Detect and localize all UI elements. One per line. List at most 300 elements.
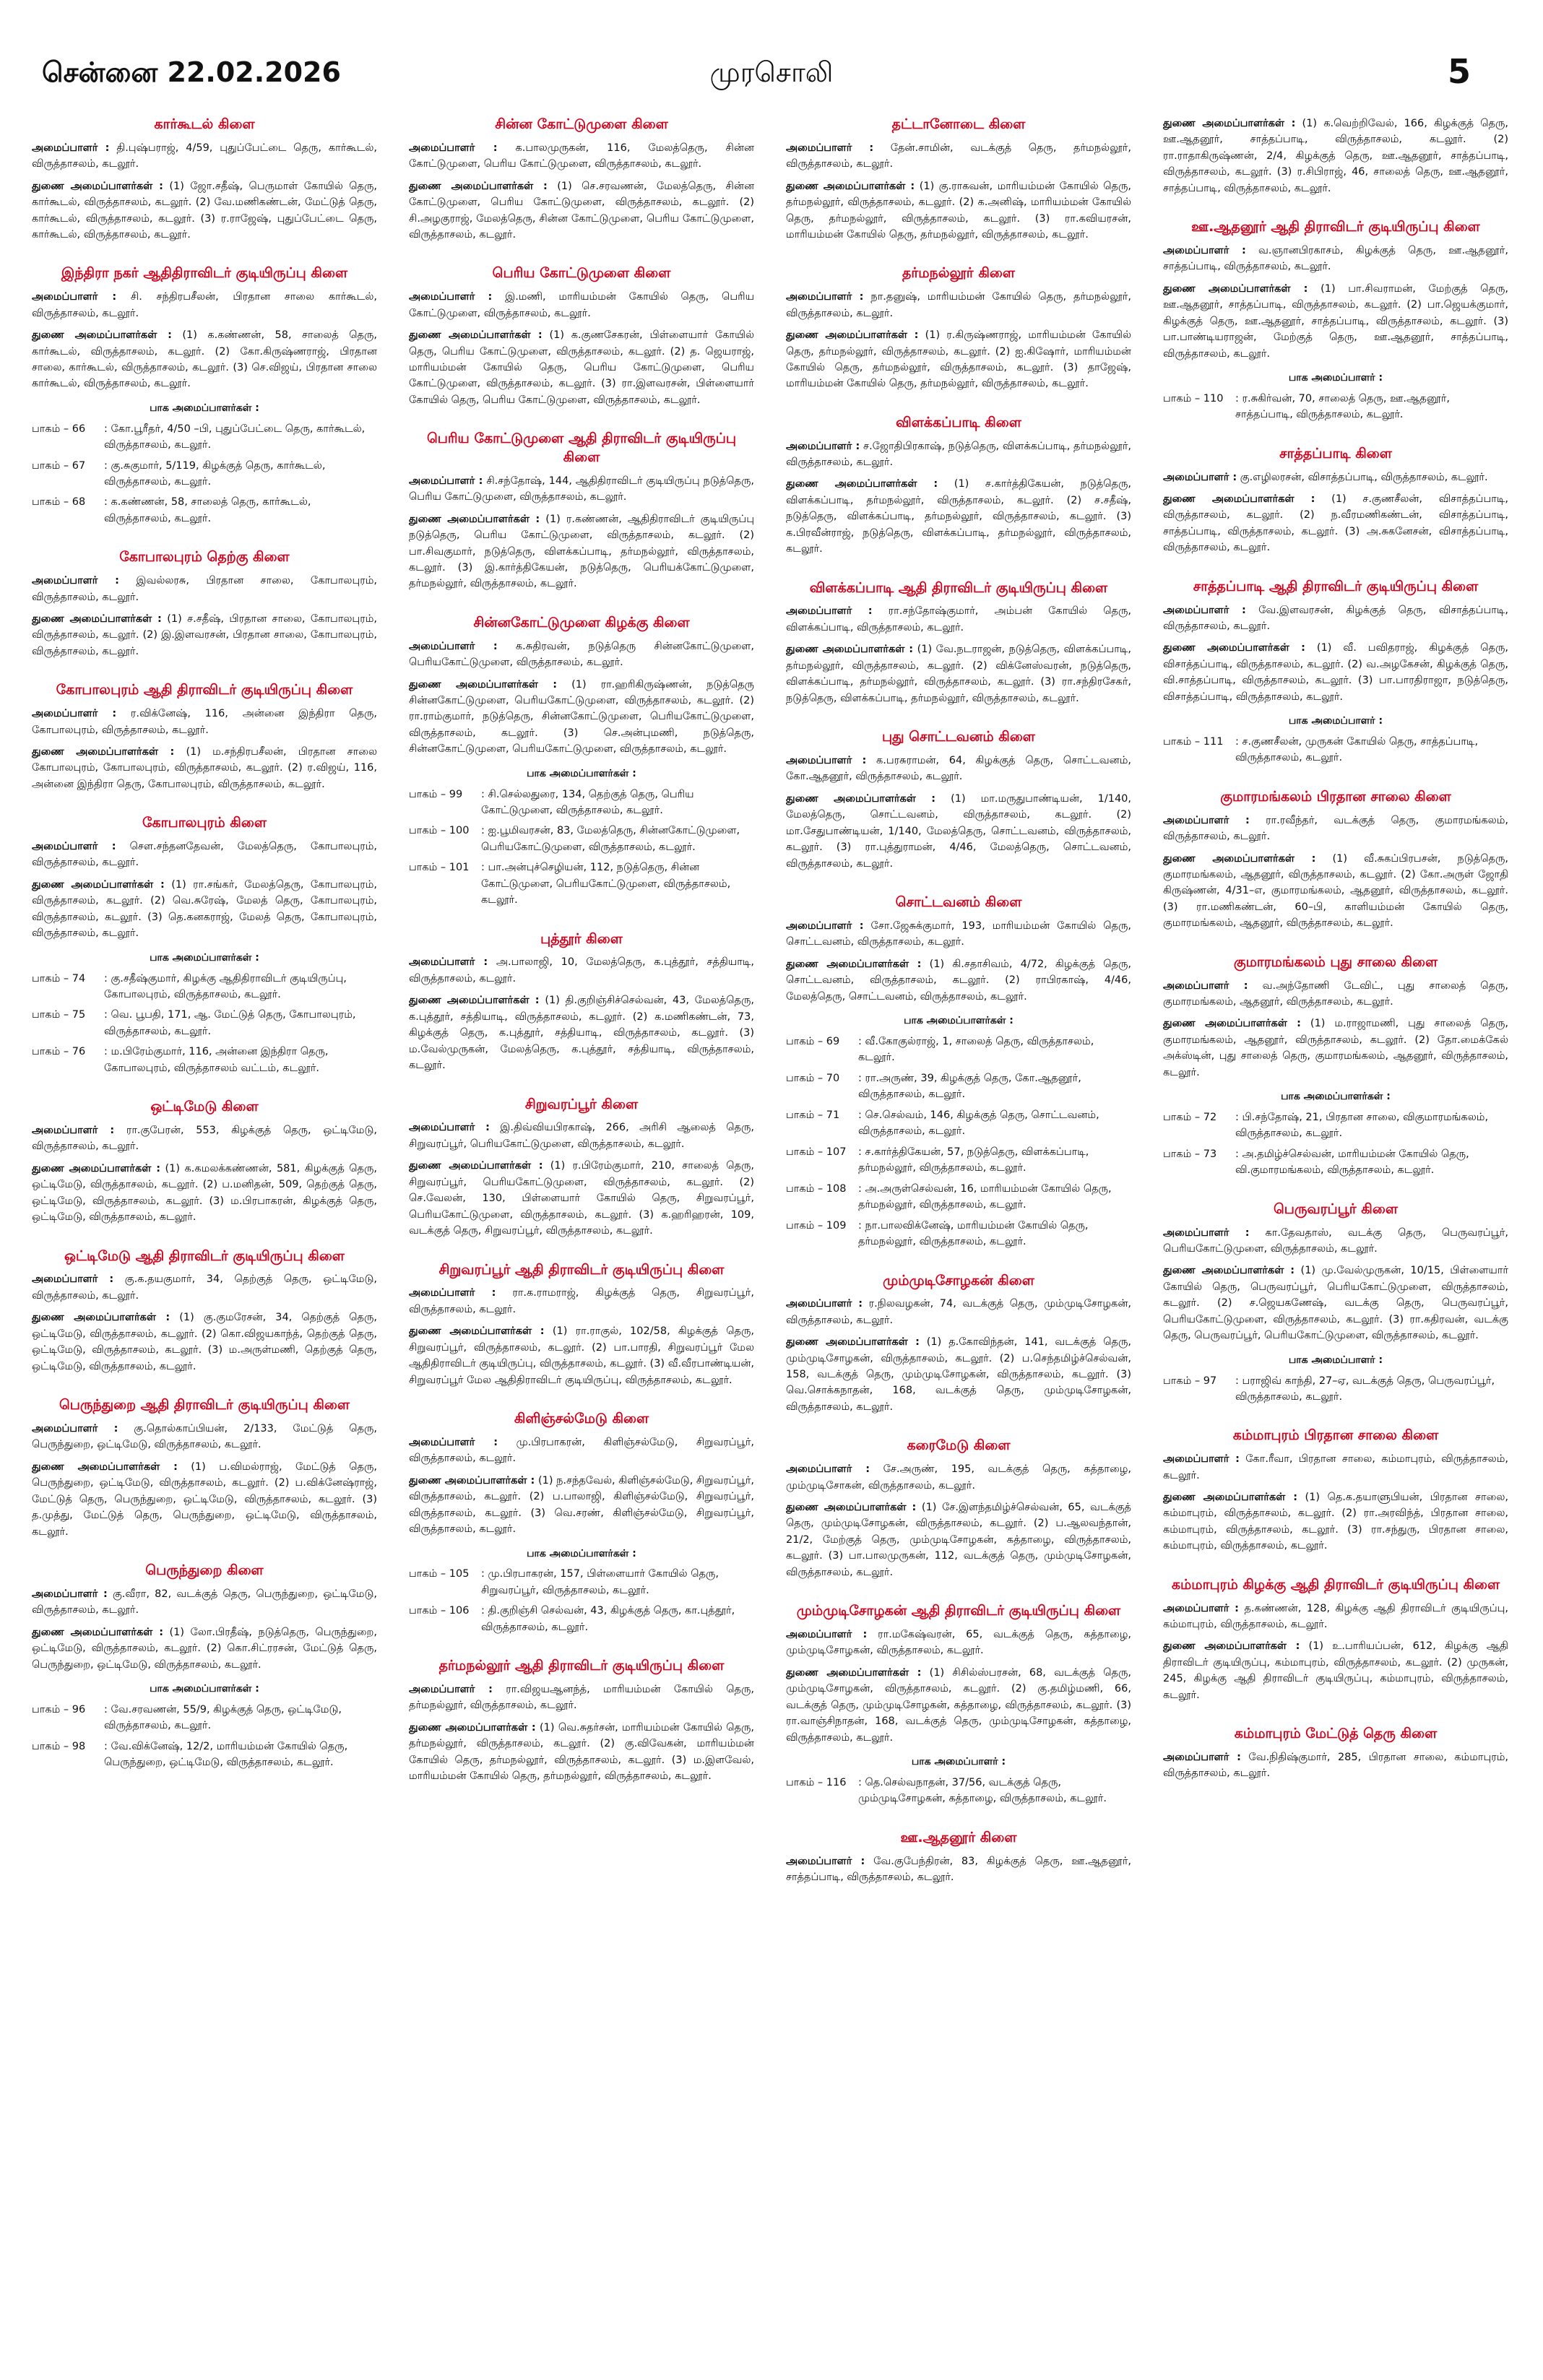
booth-organizers-heading: பாக அமைப்பாளர்கள் : — [150, 1683, 259, 1695]
booth-organizer: : ச.குணசீலன், முருகன் கோயில் தெரு, சாத்தப்பாடி, விருத்தாசலம், கடலூர். — [1235, 736, 1479, 764]
booth-row — [32, 494, 377, 527]
member-entry — [786, 956, 1131, 1005]
booth-row — [786, 1775, 1131, 1807]
member-details: (1) ரா.ராகுல், 102/58, கிழக்குத் தெரு, சிறுவரப்பூர், விருத்தாசலம், கடலூர். (2) பா.பாரதி, சிறுவரப்பூர் மேல ஆதிதிராவிடர் குடியிருப்பு, விருத்தாசலம், கடலூர். (3) வீ.வீரபாண்டியன், சிறுவரப்பூர் மேல ஆதிதிராவிடர் குடியிருப்பு, விருத்தாசலம், கடலூர். — [409, 1325, 754, 1386]
role-label: துணை அமைப்பாளர்கள் : — [32, 180, 163, 192]
member-entry — [32, 1459, 377, 1540]
newspaper-title: முரசொலி — [709, 56, 834, 88]
member-details: (1) க.வெற்றிவேல், 166, கிழக்குத் தெரு, ஊ.ஆதனூர், சாத்தப்பாடி, விருத்தாசலம், கடலூர். (2) ரா.ராதாகிருஷ்ணன், 2/4, கிழக்குத் தெரு, ஊ.ஆதனூர், சாத்தப்பாடி, விருத்தாசலம், கடலூர். (3) ர.சிபிராஜ், 46, சாலைத் தெரு, ஊ.ஆதனூர், சாத்தப்பாடி, விருத்தாசலம், கடலூர். — [1163, 118, 1508, 194]
member-entry — [1163, 1225, 1508, 1258]
member-details: (1) ரா.சங்கர், மேலத்தெரு, கோபாலபுரம், விருத்தாசலம், கடலூர். (2) வெ.சுரேஷ், மேலத் தெரு, கோபாலபுரம், விருத்தாசலம், கடலூர். (3) தெ.கனகராஜ், மேலத் தெரு, கோபாலபுரம், விருத்தாசலம், கடலூர். — [32, 878, 377, 940]
role-label: துணை அமைப்பாளர்கள் : — [409, 1325, 545, 1338]
booth-organizer: : கு.சுகுமார், 5/119, கிழக்குத் தெரு, கார்கூடல், விருத்தாசலம், கடலூர். — [104, 459, 326, 488]
branch-section — [786, 728, 1131, 872]
branch-section — [409, 116, 754, 243]
member-entry — [1163, 1489, 1508, 1554]
member-details: ரா.சந்தோஷ்குமார், அம்பன் கோயில் தெரு, விளக்கப்பாடி, விருத்தாசலம், கடலூர். — [786, 605, 1131, 633]
member-details: ரா.விஜயஆனந்த், மாரியம்மன் கோயில் தெரு, தர்மநல்லூர், விருத்தாசலம், கடலூர். — [409, 1683, 754, 1712]
role-label: துணை அமைப்பாளர்கள் : — [409, 1160, 543, 1172]
branch-section — [32, 1247, 377, 1375]
branch-title: தட்டானோடை கிளை — [891, 116, 1026, 132]
branch-title: கோபாலபுரம் தெற்கு கிளை — [119, 549, 290, 566]
branch-section — [786, 1272, 1131, 1416]
member-entry — [32, 706, 377, 738]
branch-title: கம்மாபுரம் கிழக்கு ஆதி திராவிடர் குடியிருப்பு கிளை — [1171, 1576, 1500, 1593]
member-entry — [409, 511, 754, 592]
booth-number: பாகம் – 74 — [32, 972, 86, 985]
member-entry — [1163, 281, 1508, 362]
branch-section — [1163, 1427, 1508, 1554]
member-details: இ.மணி, மாரியம்மன் கோயில் தெரு, பெரிய கோட்டுமுளை, விருத்தாசலம், கடலூர். — [409, 291, 754, 319]
branch-title: சிறுவரப்பூர் ஆதி திராவிடர் குடியிருப்பு கிளை — [438, 1261, 725, 1278]
booth-organizers-heading: பாக அமைப்பாளர் : — [1288, 1354, 1383, 1366]
role-label: அமைப்பாளர் : — [1163, 979, 1248, 992]
booth-organizer: : பா.அன்புச்செழியன், 112, நடுத்தெரு, சின்ன கோட்டுமுளை, பெரியகோட்டுமுளை, விருத்தாசலம், கடலூர். — [481, 862, 731, 906]
member-details: (1) ச.குணசீலன், விசாத்தப்பாடி, விருத்தாசலம், கடலூர். (2) ந.வீரமணிகண்டன், விசாத்தப்பாடி, சாத்தப்பாடி, விருத்தாசலம், கடலூர். (3) அ.சுகனேசன், விசாத்தப்பாடி, விருத்தாசலம், கடலூர். — [1163, 493, 1508, 554]
member-entry — [786, 1461, 1131, 1494]
member-entry — [409, 992, 754, 1073]
role-label: அமைப்பாளர் : — [32, 841, 116, 853]
branch-title: கம்மாபுரம் பிரதான சாலை கிளை — [1232, 1427, 1439, 1444]
member-entry — [1163, 116, 1508, 196]
booth-organizer: : நா.பாலவிக்னேஷ், மாரியம்மன் கோயில் தெரு, தர்மநல்லூர், விருத்தாசலம், கடலூர். — [858, 1219, 1089, 1248]
member-details: ச.ஜோதிபிரகாஷ், நடுத்தெரு, விளக்கப்பாடி, தர்மநல்லூர், விருத்தாசலம், கடலூர். — [786, 440, 1131, 469]
booth-organizers-heading: பாக அமைப்பாளர்கள் : — [150, 951, 259, 964]
booth-number: பாகம் – 68 — [32, 496, 86, 509]
role-label: அமைப்பாளர் : — [786, 440, 860, 452]
branch-section — [786, 579, 1131, 706]
booth-row — [1163, 734, 1508, 766]
role-label: அமைப்பாளர் : — [1163, 604, 1246, 616]
booth-number: பாகம் – 98 — [32, 1740, 86, 1752]
role-label: துணை அமைப்பாளர்கள் : — [409, 180, 548, 192]
booth-number: பாகம் – 116 — [786, 1776, 847, 1788]
member-details: (1) செ.சரவணன், மேலத்தெரு, சின்ன கோட்டுமுளை, பெரிய கோட்டுமுளை, விருத்தாசலம், கடலூர். (2) சி.அழகுராஜ், மேலத்தெரு, சின்ன கோட்டுமுளை, பெரிய கோட்டுமுளை, விருத்தாசலம், கடலூர். — [409, 180, 754, 241]
booth-organizer: : கு.சதீஷ்குமார், கிழக்கு ஆதிதிராவிடர் குடியிருப்பு, கோபாலபுரம், விருத்தாசலம், கடலூர். — [104, 972, 347, 1000]
edition-date: சென்னை 22.02.2026 — [42, 56, 341, 88]
member-entry — [409, 1120, 754, 1152]
booth-row — [1163, 1109, 1508, 1142]
member-details: வே.இளவரசன், கிழக்குத் தெரு, விசாத்தப்பாடி, விருத்தாசலம், கடலூர். — [1163, 604, 1508, 632]
branch-section — [1163, 578, 1508, 766]
role-label: துணை அமைப்பாளர்கள் : — [409, 995, 540, 1007]
role-label: அமைப்பாளர் : — [786, 1855, 865, 1867]
booth-organizers-heading: பாக அமைப்பாளர்கள் : — [1281, 1091, 1391, 1103]
booth-number: பாகம் – 106 — [409, 1605, 470, 1617]
member-details: கு.எழிலரசன், விசாத்தப்பாடி, விருத்தாசலம், கடலூர். — [1240, 471, 1488, 483]
member-entry — [409, 327, 754, 408]
member-details: (1) கு.குமரேசன், 34, தெற்குத் தெரு, ஒட்டிமேடு, விருத்தாசலம், கடலூர். (2) கொ.விஜயகாந்த், தெற்குத் தெரு, ஒட்டிமேடு, விருத்தாசலம், கடலூர். (3) ம.அருள்மணி, தெற்குத் தெரு, ஒட்டிமேடு, விருத்தாசலம், கடலூர். — [32, 1312, 377, 1372]
member-entry — [786, 1627, 1131, 1659]
branch-title: குமாரமங்கலம் புது சாலை கிளை — [1233, 953, 1438, 970]
member-entry — [32, 611, 377, 659]
member-details: (1) ர.கண்ணன், ஆதிதிராவிடர் குடியிருப்பு நடுத்தெரு, பெரிய கோட்டுமுளை, விருத்தாசலம், கடலூர். (2) பா.சிவகுமார், நடுத்தெரு, விளக்கப்பாடி, தர்மநல்லூர், விருத்தாசலம், கடலூர். (3) இ.கார்த்திகேயன், நடுத்தெரு, பெரியக்கோட்டுமுளை, தர்மநல்லூர், விருத்தாசலம், கடலூர். — [409, 513, 754, 590]
booth-number: பாகம் – 108 — [786, 1182, 847, 1195]
member-details: (1) மா.மருதுபாண்டியன், 1/140, மேலத்தெரு, சொட்டவனம், விருத்தாசலம், கடலூர். (2) மா.சேதுபாண்டியன், 1/140, மேலத்தெரு, சொட்டவனம், விருத்தாசலம், கடலூர். (3) ரா.புத்துராமன், 4/46, மேலத்தெரு, சொட்டவனம், விருத்தாசலம், கடலூர். — [786, 792, 1131, 870]
member-details: வ.அந்தோணி டேவிட், புது சாலைத் தெரு, குமாரமங்கலம், ஆதனூர், விருத்தாசலம், கடலூர். — [1163, 979, 1508, 1008]
booth-organizer: : பராஜிவ் காந்தி, 27–ஏ, வடக்குத் தெரு, பெருவரப்பூர், விருத்தாசலம், கடலூர். — [1235, 1375, 1495, 1403]
member-entry — [786, 918, 1131, 951]
branch-title: இந்திரா நகர் ஆதிதிராவிடர் குடியிருப்பு கிளை — [61, 265, 348, 282]
member-entry — [409, 639, 754, 671]
booth-organizers-heading: பாக அமைப்பாளர்கள் : — [150, 402, 259, 414]
booth-number: பாகம் – 70 — [786, 1072, 840, 1084]
member-details: (1) ர.கிருஷ்ணராஜ், மாரியம்மன் கோயில் தெரு, தர்மநல்லூர், விருத்தாசலம், கடலூர். (2) ஐ.கிஷோர், மாரியம்மன் கோயில் தெரு, தர்மநல்லூர், விருத்தாசலம், கடலூர். (3) தாஜேஷ், மாரியம்மன் கோயில் தெரு, தர்மநல்லூர், விருத்தாசலம், கடலூர். — [786, 329, 1131, 390]
member-details: தி.புஷ்பராஜ், 4/59, புதுப்பேட்டை தெரு, கார்கூடல், விருத்தாசலம், கடலூர். — [32, 142, 377, 170]
member-entry — [1163, 851, 1508, 932]
member-entry — [1163, 978, 1508, 1011]
branch-section — [409, 614, 754, 909]
role-label: அமைப்பாளர் : — [1163, 1602, 1239, 1614]
role-label: அமைப்பாளர் : — [786, 291, 864, 303]
column-1 — [32, 116, 377, 2369]
member-details: மு.பிரபாகரன், கிளிஞ்சல்மேடு, சிறுவரப்பூர், விருத்தாசலம், கடலூர். — [409, 1436, 754, 1465]
branch-section — [32, 264, 377, 527]
branch-title: தர்மநல்லூர் கிளை — [902, 265, 1016, 282]
booth-row — [786, 1144, 1131, 1177]
role-label: அமைப்பாளர் : — [409, 640, 498, 652]
branch-section — [409, 430, 754, 592]
booth-organizers-heading: பாக அமைப்பாளர் : — [1288, 372, 1383, 384]
branch-section — [32, 681, 377, 792]
booth-row — [786, 1218, 1131, 1250]
member-details: (1) வீ. பவிதராஜ், கிழக்குத் தெரு, விசாத்தப்பாடி, விருத்தாசலம், கடலூர். (2) வ.அழகேசன், கிழக்குத் தெரு, வி.சாத்தப்பாடி, விருத்தாசலம், கடலூர். (3) பா.பாரதிராஜா, நடுத்தெரு, விசாத்தப்பாடி, விருத்தாசலம், கடலூர். — [1163, 642, 1508, 703]
branch-section — [32, 814, 377, 1076]
member-entry — [409, 1720, 754, 1785]
booth-number: பாகம் – 105 — [409, 1568, 470, 1580]
branch-title: சின்ன கோட்டுமுளை கிளை — [495, 116, 668, 132]
branch-section — [32, 1098, 377, 1225]
member-entry — [1163, 640, 1508, 705]
member-details: கோ.ரீவா, பிரதான சாலை, கம்மாபுரம், விருத்தாசலம், கடலூர். — [1163, 1453, 1508, 1481]
member-entry — [32, 744, 377, 792]
booth-row — [409, 823, 754, 855]
branch-title: பெருந்துறை கிளை — [145, 1562, 264, 1579]
role-label: அமைப்பாளர் : — [786, 1298, 863, 1310]
member-details: வே.நிதிஷ்குமார், 285, பிரதான சாலை, கம்மாபுரம், விருத்தாசலம், கடலூர். — [1163, 1751, 1508, 1780]
booth-row — [409, 860, 754, 908]
masthead — [0, 0, 1543, 108]
booth-row — [786, 1181, 1131, 1213]
role-label: துணை அமைப்பாளர்கள் : — [32, 329, 172, 342]
booth-organizer: : ம.பிரேம்குமார், 116, அன்னை இந்திரா தெரு, கோபாலபுரம், விருத்தாசலம் வட்டம், கடலூர். — [104, 1046, 329, 1074]
member-details: ர.விக்னேஷ், 116, அன்னை இந்திரா தெரு, கோபாலபுரம், விருத்தாசலம், கடலூர். — [32, 708, 377, 736]
member-details: (1) ஜோ.சதீஷ், பெருமாள் கோயில் தெரு, கார்கூடல், விருத்தாசலம், கடலூர். (2) வே.மணிகண்டன், மேட்டுத் தெரு, கார்கூடல், விருத்தாசலம், கடலூர். (3) ர.ராஜேஷ், புதுப்பேட்டை தெரு, கார்கூடல், விருத்தாசலம், கடலூர். — [32, 180, 377, 241]
member-entry — [409, 140, 754, 173]
member-details: (1) ம.சந்திரபசீலன், பிரதான சாலை கோபாலபுரம், கோபாலபுரம், விருத்தாசலம், கடலூர். (2) ர.விஜய், 116, அன்னை இந்திரா தெரு, கோபாலபுரம், விருத்தாசலம், கடலூர். — [32, 745, 377, 790]
member-details: ரா.குபேரன், 553, கிழக்குத் தெரு, ஒட்டிமேடு, விருத்தாசலம், கடலூர். — [32, 1124, 377, 1153]
booth-row — [32, 1702, 377, 1734]
member-entry — [1163, 1601, 1508, 1633]
booth-organizer: : அ.தமிழ்ச்செல்வன், மாரியம்மன் கோயில் தெரு, வி.குமாரமங்கலம், விருத்தாசலம், கடலூர். — [1235, 1148, 1469, 1177]
role-label: துணை அமைப்பாளர்கள் : — [409, 1721, 536, 1734]
booth-row — [1163, 391, 1508, 423]
member-entry — [1163, 1638, 1508, 1703]
role-label: அமைப்பாளர் : — [32, 708, 117, 720]
booth-number: பாகம் – 73 — [1163, 1148, 1217, 1160]
role-label: அமைப்பாளர் : — [32, 1124, 115, 1136]
member-details: (1) கு.ராகவன், மாரியம்மன் கோயில் தெரு, தர்மநல்லூர், விருத்தாசலம், கடலூர். (2) க.அனிஷ், மாரியம்மன் கோயில் தெரு, தர்மநல்லூர், விருத்தாசலம், கடலூர். (3) ரா.கவியரசன், மாரியம்மன் கோயில் தெரு, தர்மநல்லூர், விருத்தாசலம், கடலூர். — [786, 180, 1131, 241]
member-entry — [786, 289, 1131, 321]
member-details: ரா.க.ராமராஜ், கிழக்குத் தெரு, சிறுவரப்பூர், விருத்தாசலம், கடலூர். — [409, 1287, 754, 1315]
member-entry — [1163, 602, 1508, 635]
member-details: ரா.ரவீந்தர், வடக்குத் தெரு, குமாரமங்கலம், விருத்தாசலம், கடலூர். — [1163, 814, 1508, 843]
booth-number: பாகம் – 71 — [786, 1109, 840, 1121]
role-label: துணை அமைப்பாளர்கள் : — [32, 1162, 161, 1174]
member-entry — [409, 1285, 754, 1317]
branch-title: சாத்தப்பாடி கிளை — [1279, 445, 1392, 462]
role-label: அமைப்பாளர் : — [786, 1628, 868, 1640]
booth-organizer: : ச.கார்த்திகேயன், 57, நடுத்தெரு, விளக்கப்பாடி, தர்மநல்லூர், விருத்தாசலம், கடலூர். — [858, 1146, 1089, 1174]
role-label: துணை அமைப்பாளர்கள் : — [409, 513, 540, 525]
member-details: கு.க.தயகுமார், 34, தெற்குத் தெரு, ஒட்டிமேடு, விருத்தாசலம், கடலூர். — [32, 1273, 377, 1302]
member-entry — [409, 1682, 754, 1714]
booth-organizer: : செ.செல்வம், 146, கிழக்குத் தெரு, சொட்டவனம், விருத்தாசலம், கடலூர். — [858, 1109, 1099, 1138]
branch-section — [32, 1562, 377, 1771]
role-label: துணை அமைப்பாளர்கள் : — [32, 1312, 170, 1324]
branch-section — [409, 1096, 754, 1239]
column-4 — [1163, 116, 1508, 2369]
booth-organizer: : தெ.செல்வநாதன், 37/56, வடக்குத் தெரு, மும்முடிசோழகன், கத்தாழை, விருத்தாசலம், கடலூர். — [858, 1776, 1107, 1805]
role-label: அமைப்பாளர் : — [1163, 471, 1237, 483]
booth-row — [32, 1739, 377, 1771]
booth-organizer: : ரா.அருண், 39, கிழக்குத் தெரு, கோ.ஆதனூர், விருத்தாசலம், கடலூர். — [858, 1072, 1081, 1101]
role-label: துணை அமைப்பாளர்கள் : — [1163, 493, 1315, 505]
booth-row — [32, 458, 377, 490]
member-entry — [786, 641, 1131, 706]
member-details: (1) த.கோவிந்தன், 141, வடக்குத் தெரு, மும்முடிசோழகன், விருத்தாசலம், கடலூர். (2) ப.செந்தமிழ்ச்செல்வன், 158, வடக்குத் தெரு, மும்முடிசோழகன், விருத்தாசலம், கடலூர். (3) வெ.சொக்கநாதன், 168, வடக்குத் தெரு, மும்முடிசோழகன், விருத்தாசலம், கடலூர். — [786, 1336, 1131, 1413]
branch-title: பெருவரப்பூர் கிளை — [1274, 1200, 1398, 1217]
branch-title: கம்மாபுரம் மேட்டுத் தெரு கிளை — [1234, 1726, 1438, 1742]
branch-title: ஒட்டிமேடு கிளை — [150, 1099, 259, 1115]
member-details: (1) வீ.சுகப்பிரபசன், நடுத்தெரு, குமாரமங்கலம், ஆதனூர், விருத்தாசலம், கடலூர். (2) கோ.அருள் ஜோதி கிருஷ்ணன், 4/31–எ, குமாரமங்கலம், ஆதனூர், விருத்தாசலம், கடலூர். (3) ரா.மணிகண்டன், 60–பி, காளியம்மன் கோயில் தெரு, குமாரமங்கலம், ஆதனூர், விருத்தாசலம், கடலூர். — [1163, 852, 1508, 930]
role-label: அமைப்பாளர் : — [786, 1463, 870, 1476]
member-details: (1) சிசில்ஸ்பரசன், 68, வடக்குத் தெரு, மும்முடிசோழகன், விருத்தாசலம், கடலூர். (2) கு.தமிழ்மணி, 66, வடக்குத் தெரு, மும்முடிசோழகன், கத்தாழை, விருத்தாசலம், கடலூர். (3) ரா.வாஞ்சிநாதன், 168, வடக்குத் தெரு, மும்முடிசோழகன், கத்தாழை, விருத்தாசலம், கடலூர். — [786, 1666, 1131, 1744]
member-details: க.பாலமுருகன், 116, மேலத்தெரு, சின்ன கோட்டுமுளை, பெரிய கோட்டுமுளை, விருத்தாசலம், கடலூர். — [409, 142, 754, 170]
member-details: (1) க.குணசேகரன், பிள்ளையார் கோயில் தெரு, பெரிய கோட்டுமுளை, விருத்தாசலம், கடலூர். (2) த. ஜெயராஜ், மாரியம்மன் கோயில் தெரு, பெரிய கோட்டுமுளை, பெரிய கோட்டுமுளை, விருத்தாசலம், கடலூர். (3) ரா.இளவரசன், பிள்ளையார் கோயில் தெரு, பெரிய கோட்டுமுளை, விருத்தாசலம், கடலூர். — [409, 329, 754, 406]
role-label: துணை அமைப்பாளர்கள் : — [32, 1461, 178, 1473]
booth-number: பாகம் – 100 — [409, 825, 470, 837]
role-label: துணை அமைப்பாளர்கள் : — [786, 1336, 920, 1349]
booth-organizer: : வெ. பூபதி, 171, ஆ. மேட்டுத் தெரு, கோபாலபுரம், விருத்தாசலம், கடலூர். — [104, 1009, 356, 1037]
role-label: துணை அமைப்பாளர்கள் : — [1163, 1265, 1295, 1277]
booth-organizer: : ஐ.பூமிவரசன், 83, மேலத்தெரு, சின்னகோட்டுமுளை, பெரியகோட்டுமுளை, விருத்தாசலம், கடலூர். — [481, 825, 740, 853]
branch-section — [1163, 116, 1508, 196]
column-2 — [409, 116, 754, 2369]
booth-organizers-heading: பாக அமைப்பாளர் : — [911, 1756, 1006, 1768]
member-entry — [1163, 1451, 1508, 1484]
branch-title: சாத்தப்பாடி ஆதி திராவிடர் குடியிருப்பு கிளை — [1193, 578, 1479, 594]
role-label: துணை அமைப்பாளர்கள் : — [32, 878, 165, 891]
branch-section — [786, 414, 1131, 558]
role-label: துணை அமைப்பாளர்கள் : — [786, 644, 914, 656]
role-label: துணை அமைப்பாளர்கள் : — [786, 792, 936, 805]
booth-organizer: : அ.அருள்செல்வன், 16, மாரியம்மன் கோயில் தெரு, தர்மநல்லூர், விருத்தாசலம், கடலூர். — [858, 1182, 1112, 1211]
member-details: க.பரசுராமன், 64, கிழக்குத் தெரு, சொட்டவனம், கோ.ஆதனூர், விருத்தாசலம், கடலூர். — [786, 754, 1131, 783]
booth-organizer: : மு.பிரபாகரன், 157, பிள்ளையார் கோயில் தெரு, சிறுவரப்பூர், விருத்தாசலம், கடலூர். — [481, 1568, 719, 1596]
branch-title: புத்தூர் கிளை — [540, 930, 623, 947]
booth-number: பாகம் – 76 — [32, 1046, 86, 1058]
branch-section — [409, 930, 754, 1074]
member-details: (1) ரா.ஹரிகிருஷ்ணன், நடுத்தெரு சின்னகோட்டுமுளை, பெரியகோட்டுமுளை, விருத்தாசலம், கடலூர். (2) ரா.ராம்குமார், நடுத்தெரு, சின்னகோட்டுமுளை, பெரியகோட்டுமுளை, விருத்தாசலம், கடலூர். (3) செ.அன்புமணி, நடுத்தெரு, சின்னகோட்டுமுளை, பெரியகோட்டுமுளை, விருத்தாசலம், கடலூர். — [409, 678, 754, 756]
column-3 — [786, 116, 1131, 2369]
role-label: அமைப்பாளர் : — [32, 291, 117, 303]
role-label: துணை அமைப்பாளர்கள் : — [786, 958, 922, 970]
role-label: அமைப்பாளர் : — [1163, 1751, 1241, 1763]
booth-organizers-heading: பாக அமைப்பாளர்கள் : — [527, 767, 636, 779]
branch-title: மும்முடிசோழகன் கிளை — [883, 1272, 1034, 1289]
branch-title: விளக்கப்பாடி ஆதி திராவிடர் குடியிருப்பு கிளை — [809, 579, 1108, 596]
branch-section — [1163, 1200, 1508, 1406]
booth-organizer: : வீ.கோகுல்ராஜ், 1, சாலைத் தெரு, விருத்தாசலம், கடலூர். — [858, 1035, 1094, 1064]
branch-section — [786, 1437, 1131, 1580]
booth-number: பாகம் – 72 — [1163, 1112, 1217, 1124]
booth-organizer: : சி.செல்லதுரை, 134, தெற்குத் தெரு, பெரிய கோட்டுமுளை, விருத்தாசலம், கடலூர். — [481, 788, 694, 817]
role-label: துணை அமைப்பாளர்கள் : — [1163, 1640, 1300, 1653]
role-label: துணை அமைப்பாளர்கள் : — [786, 180, 915, 192]
branch-title: பெரிய கோட்டுமுளை கிளை — [492, 265, 671, 282]
member-details: (1) ர.பிரேம்குமார், 210, சாலைத் தெரு, சிறுவரப்பூர், பெரியகோட்டுமுளை, விருத்தாசலம், கடலூர். (2) செ.வேலன், 130, பிள்ளையார் கோயில் தெரு, சிறுவரப்பூர், பெரியகோட்டுமுளை, விருத்தாசலம், கடலூர். (3) க.ஹரிஹரன், 109, வடக்குத் தெரு, சிறுவரப்பூர், விருத்தாசலம், கடலூர். — [409, 1160, 754, 1237]
member-details: ரா.மகேஷ்வரன், 65, வடக்குத் தெரு, கத்தாழை, மும்முடிசோழகன், விருத்தாசலம், கடலூர். — [786, 1628, 1131, 1657]
member-details: (1) பா.சிவராமன், மேற்குத் தெரு, ஊ.ஆதனூர், சாத்தப்பாடி, விருத்தாசலம், கடலூர். (2) பா.ஜெயக்குமார், கிழக்குத் தெரு, ஊ.ஆதனூர், சாத்தப்பாடி, விருத்தாசலம், கடலூர். (3) பா.பாண்டியராஜன், மேற்குத் தெரு, ஊ.ஆதனூர், சாத்தப்பாடி, விருத்தாசலம், கடலூர். — [1163, 282, 1508, 360]
role-label: அமைப்பாளர் : — [409, 1287, 496, 1299]
booth-row — [32, 1044, 377, 1076]
booth-number: பாகம் – 75 — [32, 1009, 86, 1021]
branch-title: குமாரமங்கலம் பிரதான சாலை கிளை — [1220, 788, 1451, 805]
branch-title: சொட்டவனம் கிளை — [895, 894, 1022, 911]
member-entry — [786, 1500, 1131, 1580]
booth-number: பாகம் – 97 — [1163, 1375, 1217, 1387]
member-entry — [1163, 1749, 1508, 1782]
booth-organizer: : ர.சுகிர்வன், 70, சாலைத் தெரு, ஊ.ஆதனூர், சாத்தப்பாடி, விருத்தாசலம், கடலூர். — [1235, 392, 1450, 421]
member-entry — [409, 1435, 754, 1467]
booth-row — [32, 421, 377, 454]
member-entry — [32, 1586, 377, 1619]
branch-title: விளக்கப்பாடி கிளை — [896, 414, 1021, 430]
member-entry — [786, 791, 1131, 872]
role-label: அமைப்பாளர் : — [1163, 1453, 1240, 1466]
role-label: அமைப்பாளர் : — [1163, 1226, 1250, 1239]
branch-section — [32, 116, 377, 243]
member-entry — [32, 327, 377, 392]
member-details: வே.குபேந்திரன், 83, கிழக்குத் தெரு, ஊ.ஆதனூர், சாத்தப்பாடி, விருத்தாசலம், கடலூர். — [786, 1855, 1131, 1883]
member-details: (1) தி.குறிஞ்சிச்செல்வன், 43, மேலத்தெரு, க.புத்தூர், சத்தியாடி, விருத்தாசலம், கடலூர். (2) க.மணிகண்டன், 73, கிழக்குத் தெரு, க.புத்தூர், சத்தியாடி, விருத்தாசலம், கடலூர். (3) ம.வேல்முருகன், மேலத்தெரு, க.புத்தூர், சத்தியாடி, விருத்தாசலம், கடலூர். — [409, 995, 754, 1072]
member-details: வ.ஞானபிரகாசம், கிழக்குத் தெரு, ஊ.ஆதனூர், சாத்தப்பாடி, விருத்தாசலம், கடலூர். — [1163, 244, 1508, 273]
role-label: அமைப்பாளர் : — [32, 1422, 118, 1435]
member-details: (1) சே.இளந்தமிழ்ச்செல்வன், 65, வடக்குத் தெரு, மும்முடிசோழகன், விருத்தாசலம், கடலூர். (2) ப.ஆலவந்தான், 21/2, மேற்குத் தெரு, மும்முடிசோழகன், கத்தாழை, விருத்தாசலம், கடலூர். (3) பா.பாலமுருகன், 112, வடக்குத் தெரு, மும்முடிசோழகன், விருத்தாசலம், கடலூர். — [786, 1502, 1131, 1578]
member-entry — [32, 140, 377, 173]
member-entry — [32, 289, 377, 321]
role-label: துணை அமைப்பாளர்கள் : — [32, 745, 175, 758]
member-entry — [409, 677, 754, 758]
member-entry — [409, 1158, 754, 1239]
member-details: (1) ச.கார்த்திகேயன், நடுத்தெரு, விளக்கப்பாடி, தர்மநல்லூர், விருத்தாசலம், கடலூர். (2) ச.சதீஷ், நடுத்தெரு, விளக்கப்பாடி, தர்மநல்லூர், விருத்தாசலம், கடலூர். (3) க.பிரவீன்ராஜ், நடுத்தெரு, விளக்கப்பாடி, தர்மநல்லூர், விருத்தாசலம், கடலூர். — [786, 478, 1131, 555]
member-details: அ.பாலாஜி, 10, மேலத்தெரு, க.புத்தூர், சத்தியாடி, விருத்தாசலம், கடலூர். — [409, 956, 754, 985]
member-entry — [32, 1624, 377, 1673]
member-entry — [32, 1421, 377, 1453]
branch-section — [1163, 788, 1508, 932]
role-label: துணை அமைப்பாளர்கள் : — [32, 613, 162, 625]
booth-row — [32, 971, 377, 1003]
role-label: அமைப்பாளர் : — [409, 956, 488, 969]
member-entry — [32, 1122, 377, 1155]
role-label: துணை அமைப்பாளர்கள் : — [409, 329, 543, 342]
role-label: அமைப்பாளர் : — [786, 754, 867, 766]
member-details: தேன்.சாமின், வடக்குத் தெரு, தர்மநல்லூர், விருத்தாசலம், கடலூர். — [786, 142, 1131, 170]
role-label: துணை அமைப்பாளர்கள் : — [1163, 852, 1316, 865]
branch-section — [1163, 218, 1508, 423]
role-label: துணை அமைப்பாளர்கள் : — [409, 678, 558, 691]
member-entry — [786, 438, 1131, 471]
member-details: (1) க.கமலக்கண்ணன், 581, கிழக்குத் தெரு, ஒட்டிமேடு, விருத்தாசலம், கடலூர். (2) ப.மனிதன், 509, தெற்குத் தெரு, ஒட்டிமேடு, விருத்தாசலம், கடலூர். (3) ம.பிரபாகரன், கிழக்குத் தெரு, ஒட்டிமேடு, விருத்தாசலம், கடலூர். — [32, 1162, 377, 1224]
branch-title: பெரிய கோட்டுமுளை ஆதி திராவிடர் குடியிருப்பு கிளை — [426, 430, 737, 466]
member-entry — [409, 954, 754, 987]
branch-section — [786, 1602, 1131, 1807]
booth-number: பாகம் – 110 — [1163, 392, 1224, 404]
member-details: (1) க.கண்ணன், 58, சாலைத் தெரு, கார்கூடல், விருத்தாசலம், கடலூர். (2) கோ.கிருஷ்ணராஜ், பிரதான சாலை, கார்கூடல், விருத்தாசலம், கடலூர். (3) செ.விஜய், பிரதான சாலை கார்கூடல், விருத்தாசலம், கடலூர். — [32, 329, 377, 390]
member-entry — [409, 289, 754, 321]
member-details: (1) ம.ராஜாமணி, புது சாலைத் தெரு, குமாரமங்கலம், ஆதனூர், விருத்தாசலம், கடலூர். (2) தோ.மைக்கேல் அக்ஸ்டின், புது சாலைத் தெரு, குமாரமங்கலம், ஆதனூர், விருத்தாசலம், கடலூர். — [1163, 1018, 1508, 1078]
role-label: துணை அமைப்பாளர்கள் : — [786, 329, 919, 342]
booth-row — [1163, 1373, 1508, 1406]
member-details: இவல்லரசு, பிரதான சாலை, கோபாலபுரம், விருத்தாசலம், கடலூர். — [32, 575, 377, 603]
member-entry — [786, 1853, 1131, 1886]
member-details: த.கண்ணன், 128, கிழக்கு ஆதி திராவிடர் குடியிருப்பு, கம்மாபுரம், விருத்தாசலம், கடலூர். — [1163, 1602, 1508, 1630]
member-entry — [32, 1161, 377, 1226]
branch-title: ஊ.ஆதனூர் கிளை — [900, 1829, 1017, 1845]
member-details: (1) வே.நடராஜன், நடுத்தெரு, விளக்கப்பாடி, தர்மநல்லூர், விருத்தாசலம், கடலூர். (2) விக்னேஸ்வரன், நடுத்தெரு, விளக்கப்பாடி, தர்மநல்லூர், விருத்தாசலம், கடலூர். (3) ரா.சந்திரசேகர், நடுத்தெரு, விளக்கப்பாடி, தர்மநல்லூர், விருத்தாசலம், கடலூர். — [786, 644, 1131, 704]
booth-row — [786, 1107, 1131, 1140]
booth-organizer: : க.கண்ணன், 58, சாலைத் தெரு, கார்கூடல், விருத்தாசலம், கடலூர். — [104, 496, 311, 524]
branch-title: கோபாலபுரம் ஆதி திராவிடர் குடியிருப்பு கிளை — [56, 682, 353, 698]
member-details: (1) தெ.க.தயாளுபியன், பிரதான சாலை, கம்மாபுரம், விருத்தாசலம், கடலூர். (2) ரா.அரவிந்த், பிரதான சாலை, கம்மாபுரம், விருத்தாசலம், கடலூர். (3) ரா.சந்துரு, பிரதான சாலை, கம்மாபுரம், விருத்தாசலம், கடலூர். — [1163, 1492, 1508, 1552]
role-label: அமைப்பாளர் : — [32, 1588, 108, 1600]
booth-number: பாகம் – 101 — [409, 862, 470, 874]
member-details: கு.தொல்காப்பியன், 2/133, மேட்டுத் தெரு, பெருந்துறை, ஒட்டிமேடு, விருத்தாசலம், கடலூர். — [32, 1422, 377, 1451]
booth-row — [32, 1007, 377, 1039]
member-details: சி.சந்தோஷ், 144, ஆதிதிராவிடர் குடியிருப்பு நடுத்தெரு, பெரிய கோட்டுமுளை, விருத்தாசலம், கடலூர். — [409, 475, 754, 503]
branch-section — [1163, 1576, 1508, 1703]
branch-title: பெருந்துறை ஆதி திராவிடர் குடியிருப்பு கிளை — [59, 1397, 350, 1414]
member-entry — [1163, 243, 1508, 275]
role-label: அமைப்பாளர் : — [409, 291, 493, 303]
booth-number: பாகம் – 67 — [32, 459, 86, 472]
booth-row — [1163, 1146, 1508, 1179]
branch-section — [32, 548, 377, 659]
role-label: துணை அமைப்பாளர்கள் : — [786, 1502, 917, 1513]
member-entry — [1163, 491, 1508, 556]
booth-row — [409, 787, 754, 819]
branch-title: ஒட்டிமேடு ஆதி திராவிடர் குடியிருப்பு கிளை — [64, 1247, 345, 1264]
member-entry — [786, 476, 1131, 557]
branch-section — [1163, 1725, 1508, 1782]
member-entry — [409, 178, 754, 243]
booth-organizer: : கோ.பூரீதர், 4/50 –பி, புதுப்பேட்டை தெரு, கார்கூடல், விருத்தாசலம், கடலூர். — [104, 423, 366, 451]
role-label: துணை அமைப்பாளர்கள் : — [32, 1626, 164, 1638]
booth-number: பாகம் – 69 — [786, 1035, 840, 1047]
booth-number: பாகம் – 111 — [1163, 736, 1224, 748]
booth-organizer: : வே.சரவணன், 55/9, கிழக்குத் தெரு, ஒட்டிமேடு, விருத்தாசலம், கடலூர். — [104, 1703, 342, 1732]
role-label: அமைப்பாளர் : — [32, 1273, 114, 1286]
booth-organizers-heading: பாக அமைப்பாளர்கள் : — [904, 1015, 1013, 1027]
branch-title: புது சொட்டவனம் கிளை — [882, 729, 1035, 745]
branch-title: கரைமேடு கிளை — [907, 1437, 1011, 1454]
booth-number: பாகம் – 99 — [409, 788, 463, 800]
branch-title: சின்னகோட்டுமுளை கிழக்கு கிளை — [473, 614, 690, 631]
role-label: அமைப்பாளர் : — [409, 475, 483, 487]
member-entry — [32, 573, 377, 605]
role-label: துணை அமைப்பாளர்கள் : — [1163, 1492, 1298, 1504]
